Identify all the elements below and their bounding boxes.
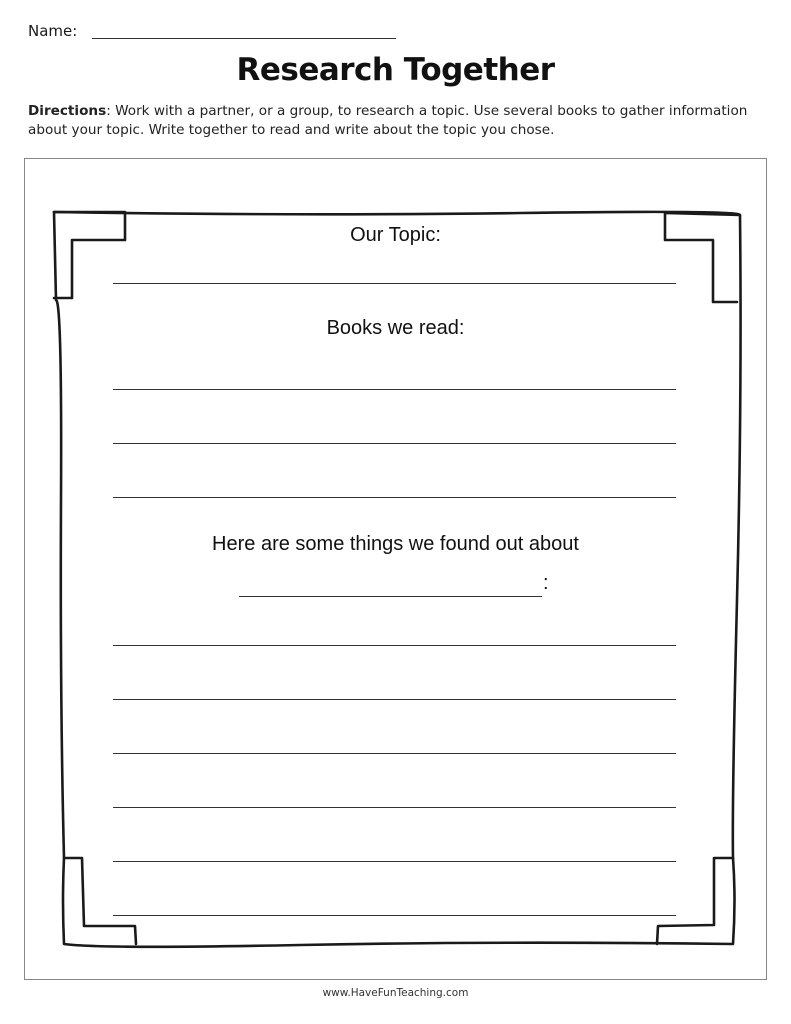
topic-write-line[interactable] [113,283,676,284]
directions-label: Directions [28,103,107,119]
books-write-line-2[interactable] [113,443,676,444]
found-write-line-2[interactable] [113,699,676,700]
directions-text: : Work with a partner, or a group, to research a topic. Use several books to gather information about your topic. Write together to read and write about the topic you chose. [28,103,748,138]
books-heading: Books we read: [326,317,465,339]
frame-curl-bottom-left [64,858,136,944]
page-title: Research Together [236,52,555,88]
found-write-line-5[interactable] [113,861,676,862]
found-write-line-1[interactable] [113,645,676,646]
books-write-line-1[interactable] [113,389,676,390]
found-write-line-6[interactable] [113,915,676,916]
found-colon: : [543,572,549,594]
name-label: Name: [28,22,78,40]
frame-curl-bottom-right [657,858,733,944]
found-write-line-3[interactable] [113,753,676,754]
found-write-line-4[interactable] [113,807,676,808]
footer-site: www.HaveFunTeaching.com [322,987,469,999]
found-heading: Here are some things we found out about [212,533,579,555]
found-topic-blank[interactable] [239,596,542,597]
books-write-line-3[interactable] [113,497,676,498]
topic-heading: Our Topic: [350,224,441,246]
